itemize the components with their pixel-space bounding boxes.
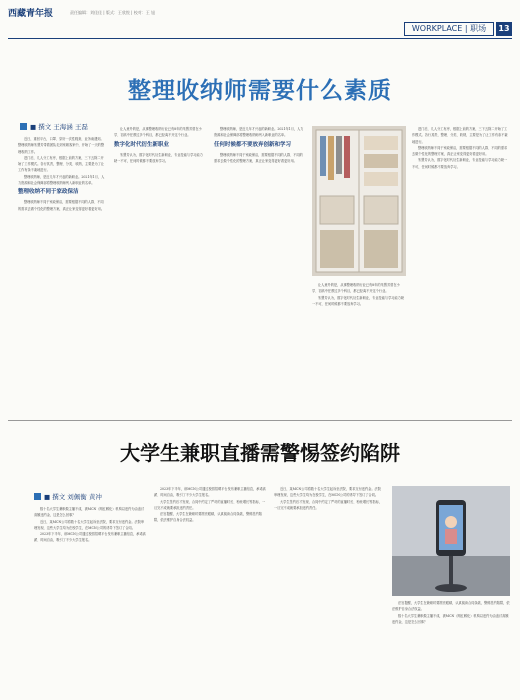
paragraph: 整理收纳师，是近几年才兴起的新职业。2021年1月，人力资源和社会保障部将整理收纳师列入新职业的名单。 — [18, 174, 105, 186]
paragraph: 大学生签约后才发现，合同中约定了严苛的直播时长、粉丝增长等指标，一旦完不成就要承担违约责任。 — [154, 499, 266, 510]
paragraph: 整理收纳师不同于家政保洁，需要根据不同的人群、不同的需求去做个性化的整理方案，真正让家变得更好看更好用。 — [412, 145, 508, 157]
article1-byline — [20, 122, 88, 131]
article1-headline: 整理收纳师需要什么素质 — [128, 78, 392, 104]
paragraph: 整理收纳师不同于家政保洁，需要根据不同的人群、不同的需求去做个性化的整理方案，真正让家变得更好看更好用。 — [214, 152, 303, 163]
paragraph: 近日，某MCN公司将数十名大学生起诉至法院，要求支付违约金。法院审理发现，这些大学生均为在校学生，在MCN公司的诱导下签订了合同。 — [274, 487, 381, 498]
paragraph: 进门后，几人分工有序，根据上前的方案，三下五除二开始了工作模式。各行其责，整理、分类、收纳，主要是为了让工作有条不紊地进行。 — [412, 127, 508, 144]
article-divider — [8, 420, 512, 421]
paragraph: 近日，某MCN公司将数十名大学生起诉至法院，要求支付违约金。法院审理发现，这些大学生均为在校学生，在MCN公司的诱导下签订了合同。 — [34, 519, 145, 530]
article2-headline: 大学生兼职直播需警惕签约陷阱 — [120, 441, 400, 465]
paragraph: 朱慧芳认为，数字化时代衍生新职业，专业技能与学习能力缺一不可，任何时候都不要放弃学习。 — [312, 295, 405, 306]
paragraph: 整理收纳师，是近几年才兴起的新职业。2021年1月，人力资源和社会保障部将整理收纳师列入新职业的名单。 — [214, 127, 304, 138]
page-header — [0, 0, 520, 34]
paragraph: 近日，重回平台，口罩、穿好一次性鞋套，业务南遇到。整理收纳师朱慧芳带着团队走到家顾客家中，开始了一天的整理收纳工作。 — [18, 137, 105, 154]
article1-column-3 — [214, 126, 306, 416]
article2-column-1 — [34, 506, 146, 696]
article2-byline-text: ■ 撰文 刘佩衡 黄冲 — [44, 493, 102, 501]
article2-column-4 — [392, 600, 510, 696]
newspaper-logo: 西藏青年报 — [8, 9, 54, 19]
paragraph: 大学生签约后才发现，合同中约定了严苛的直播时长、粉丝增长等指标，一旦完不成就要承担违约责任。 — [274, 499, 382, 510]
livestream-photo — [392, 486, 510, 596]
article1-column-5 — [412, 126, 508, 416]
article1-byline-text: ■ 撰文 王海涵 王磊 — [30, 123, 88, 131]
page-number: 13 — [496, 22, 512, 36]
paragraph: 朱慧芳认为，数字化时代衍生新职业，专业技能与学习能力缺一不可，任何时候都不要放弃学习。 — [114, 152, 203, 163]
article2-column-2 — [154, 486, 266, 696]
byline-marker-icon — [20, 123, 27, 130]
article1-subhead-3: 任何时候都不要放弃创新和学习 — [214, 141, 292, 148]
article1-column-1 — [18, 136, 106, 416]
section-label: WORKPLACE | 职场 — [404, 22, 494, 36]
article2-byline — [34, 492, 102, 501]
editor-credits: 责任编辑：刘佳佳 | 版式：王欣悦 | 校对：王 旭 — [70, 10, 156, 15]
header-rule — [8, 38, 512, 39]
article2-column-3 — [274, 486, 384, 696]
article1-subhead-1: 整理收纳不同于家政保洁 — [18, 189, 79, 196]
paragraph: 朱慧芳认为，数字化时代衍生新职业，专业技能与学习能力缺一不可，任何时候都不要放弃学习。 — [412, 158, 508, 169]
article1-column-4 — [312, 282, 406, 416]
paragraph: 整理收纳师不同于家政保洁，需要根据不同的人群、不同的需求去做个性化的整理方案，真正让家变得更好看更好用。 — [18, 200, 105, 211]
wardrobe-photo — [312, 126, 406, 276]
paragraph: 法官提醒，大学生在兼职时要擦亮眼睛，认真阅读合同条款，警惕签约陷阱，依法维护自身合法权益。 — [154, 512, 262, 523]
paragraph: 进门后，几人分工有序，根据上前的方案，三下五除二开始了工作模式。各行其责，整理、分类、收纳，主要是为了让工作有条不紊地进行。 — [18, 155, 105, 173]
paragraph: 让人意外的是，从事整理收纳行业已有8年的朱慧芳曾在小学、初高中任教过多个科目，都已经离不开这个行业。 — [312, 283, 400, 294]
article1-subhead-2: 数字化时代衍生新职业 — [114, 141, 170, 148]
paragraph: 2023年下半年，该MCN公司通过校园招聘平台发布兼职主播信息，承诺高薪、时间自由，吸引了不少大学生报名。 — [34, 532, 146, 543]
paragraph: 让人意外的是，从事整理收纳行业已有8年的朱慧芳曾在小学、初高中任教过多个科目，都已经离不开这个行业。 — [114, 127, 202, 138]
article1-column-2 — [114, 126, 206, 416]
paragraph: 数十名大学生兼职做主播不成，被MCN（网红孵化）机构以违约为由追讨高额违约金，这是怎么回事？ — [392, 613, 509, 624]
paragraph: 法官提醒，大学生在兼职时要擦亮眼睛，认真阅读合同条款，警惕签约陷阱，依法维护自身合法权益。 — [392, 601, 510, 612]
byline-marker-icon — [34, 493, 41, 500]
paragraph: 数十名大学生兼职做主播不成，被MCN（网红孵化）机构以违约为由追讨高额违约金，这是怎么回事？ — [34, 507, 145, 518]
paragraph: 2023年下半年，该MCN公司通过校园招聘平台发布兼职主播信息，承诺高薪、时间自由，吸引了不少大学生报名。 — [154, 487, 266, 498]
